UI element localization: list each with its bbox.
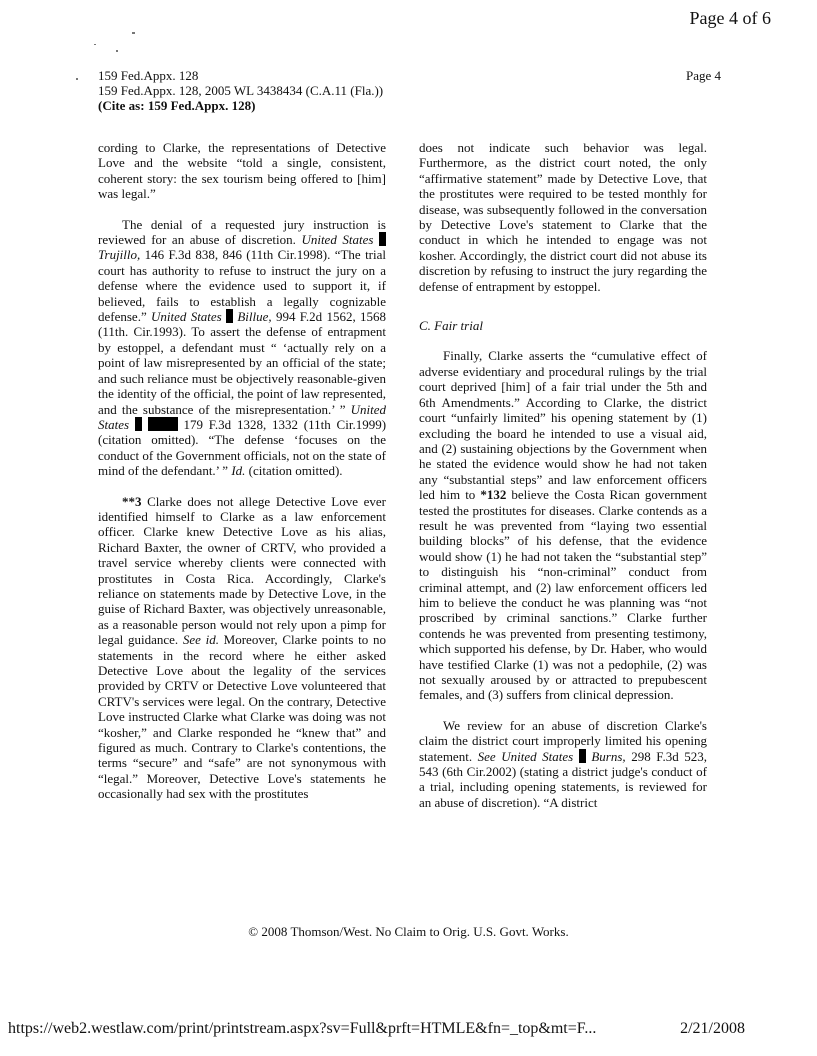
text: cording to Clarke, the representations of Detective Love and the website “told a single, consistent, coherent story: the sex tourism being offered to [him] was legal.” (98, 140, 386, 202)
case-name: See United States (477, 748, 574, 764)
citation-line-2: 159 Fed.Appx. 128, 2005 WL 3438434 (C.A.11 (Fla.)) (98, 83, 384, 98)
scan-speck (132, 32, 135, 34)
redaction (148, 417, 178, 431)
left-column (98, 140, 386, 817)
redaction (579, 749, 586, 763)
text: 994 F.2d 1562, 1568 (11th. Cir.1993). To assert the defense of entrapment by estoppel, a defendant must “ ‘actually rely on a point of law misrepresented by an official of the state; and such reliance must be objectively reasonable-given the identity of the official, the point of law represented, and the substance of the misrepresentation.’ ” (98, 309, 387, 417)
text: Moreover, Clarke points to no statements in the record where he either asked Detective Love about the legality of the services provided by CRTV or Detective Love volunteered that CRTV's services were legal. On the contrary, Detective Love instructed Clarke what Clarke was doing was not “kosher,” and Clarke responded he “knew that” and figured as much. Contrary to Clarke's contentions, the terms “secure” and “safe” are not synonymous with “legal.” Moreover, Detective Love's statements he occasionally had sex with the prostitutes (98, 632, 386, 802)
citation-line-1: 159 Fed.Appx. 128 (98, 68, 199, 83)
citation-header (98, 68, 383, 113)
scan-speck (76, 78, 78, 80)
paragraph (419, 718, 707, 810)
section-heading: C. Fair trial (419, 318, 483, 334)
page-number: Page 4 (685, 68, 721, 83)
paragraph (98, 140, 386, 202)
right-column (419, 140, 707, 825)
scan-speck (94, 44, 96, 45)
text: 179 F.3d 1328, 1332 (11th Cir.1999) (citation omitted). “The defense ‘focuses on the conduct of the Government officials, not on the state of mind of the defendant.’ ” (98, 416, 387, 479)
star-page-marker: **3 (122, 493, 142, 509)
text: Finally, Clarke asserts the “cumulative effect of adverse evidentiary and procedural rulings by the trial court deprived [him] of a fair trial under the 5th and 6th Amendments.” According to Clarke, the district court “unfairly limited” his opening statement by (1) excluding the board he intended to use a visual aid, and (2) sustaining objections by the Government when he stated the evidence would show he had not taken any “substantial steps” and law enforcement officers led him to (419, 348, 707, 503)
print-url: https://web2.westlaw.com/print/printstream.aspx?sv=Full&prft=HTMLE&fn=_top&mt=F... (8, 1020, 597, 1037)
text: Clarke does not allege Detective Love ever identified himself to Clarke as a law enforcement officer. Clarke knew Detective Love as his alias, Richard Baxter, the owner of CRTV, who provided a travel service whereby clients were connected with prostitutes in Costa Rica. Accordingly, Clarke's reliance on statements made by Detective Love, in the guise of Richard Baxter, was objectively unreasonable, as a reasonable person would not rely upon a pimp for legal guidance. (98, 493, 386, 648)
paragraph (98, 217, 386, 479)
case-name: See id. (182, 632, 219, 648)
case-name: Burns, (591, 748, 626, 764)
scan-speck (116, 50, 118, 52)
text: (citation omitted). (248, 463, 343, 479)
case-name: Id. (231, 463, 246, 479)
text: 298 F.3d 523, 543 (6th Cir.2002) (stating a district judge's conduct of a trial, including opening statements, is reviewed for an abuse of discretion). “A district (419, 748, 708, 810)
citation-line-3: (Cite as: 159 Fed.Appx. 128) (98, 98, 256, 113)
paragraph (419, 348, 707, 702)
redaction (135, 417, 142, 431)
case-name: Billue, (237, 309, 272, 325)
case-name: United States (98, 401, 387, 432)
text: The denial of a requested jury instruction is reviewed for an abuse of discretion. (98, 216, 386, 248)
page-count-label: Page 4 of 6 (689, 8, 771, 28)
redaction (379, 232, 386, 246)
star-page-marker: *132 (480, 487, 507, 503)
print-date: 2/21/2008 (680, 1020, 745, 1037)
case-name: United States (151, 309, 222, 325)
paragraph (98, 494, 386, 802)
case-name: United States (301, 232, 374, 248)
text: believe the Costa Rican government tested the prostitutes for diseases. Clarke contends as a result he was prevented from “laying two essential building blocks” of his defense, that the evidence would show (1) he had not taken the “substantial step” to distinguish his “non-criminal” conduct from criminal attempt, and (2) law enforcement officers led him to believe the conduct he was planning was “not proscribed by criminal sanctions.” Clarke further contends he was prevented from presenting testimony, which supported his defense, by Dr. Haber, who would have testified Clarke (1) was not a pedophile, (2) was not sexually aroused by or attracted to prepubescent females, and (3) suffers from clinical depression. (419, 487, 708, 703)
redaction (226, 309, 233, 323)
copyright-notice: © 2008 Thomson/West. No Claim to Orig. U.S. Govt. Works. (248, 924, 569, 939)
text: We review for an abuse of discretion Clarke's claim the district court improperly limited his opening statement. (419, 717, 707, 764)
case-name: Trujillo, (98, 247, 141, 263)
text: does not indicate such behavior was legal. Furthermore, as the district court noted, the only “affirmative statement” made by Detective Love, that the prostitutes were required to be tested monthly for disease, was subsequently followed in the conversation by Detective Love's statement to Clarke that the conduct in which he intended to engage was not kosher. Accordingly, the district court did not abuse its discretion by refusing to instruct the jury regarding the defense of entrapment by estoppel. (419, 140, 707, 294)
text: 146 F.3d 838, 846 (11th Cir.1998). “The trial court has authority to refuse to instruct the jury on a defense where the evidence used to support it, if believed, fails to establish a legally cognizable defense.” (98, 247, 386, 325)
paragraph (419, 140, 707, 294)
